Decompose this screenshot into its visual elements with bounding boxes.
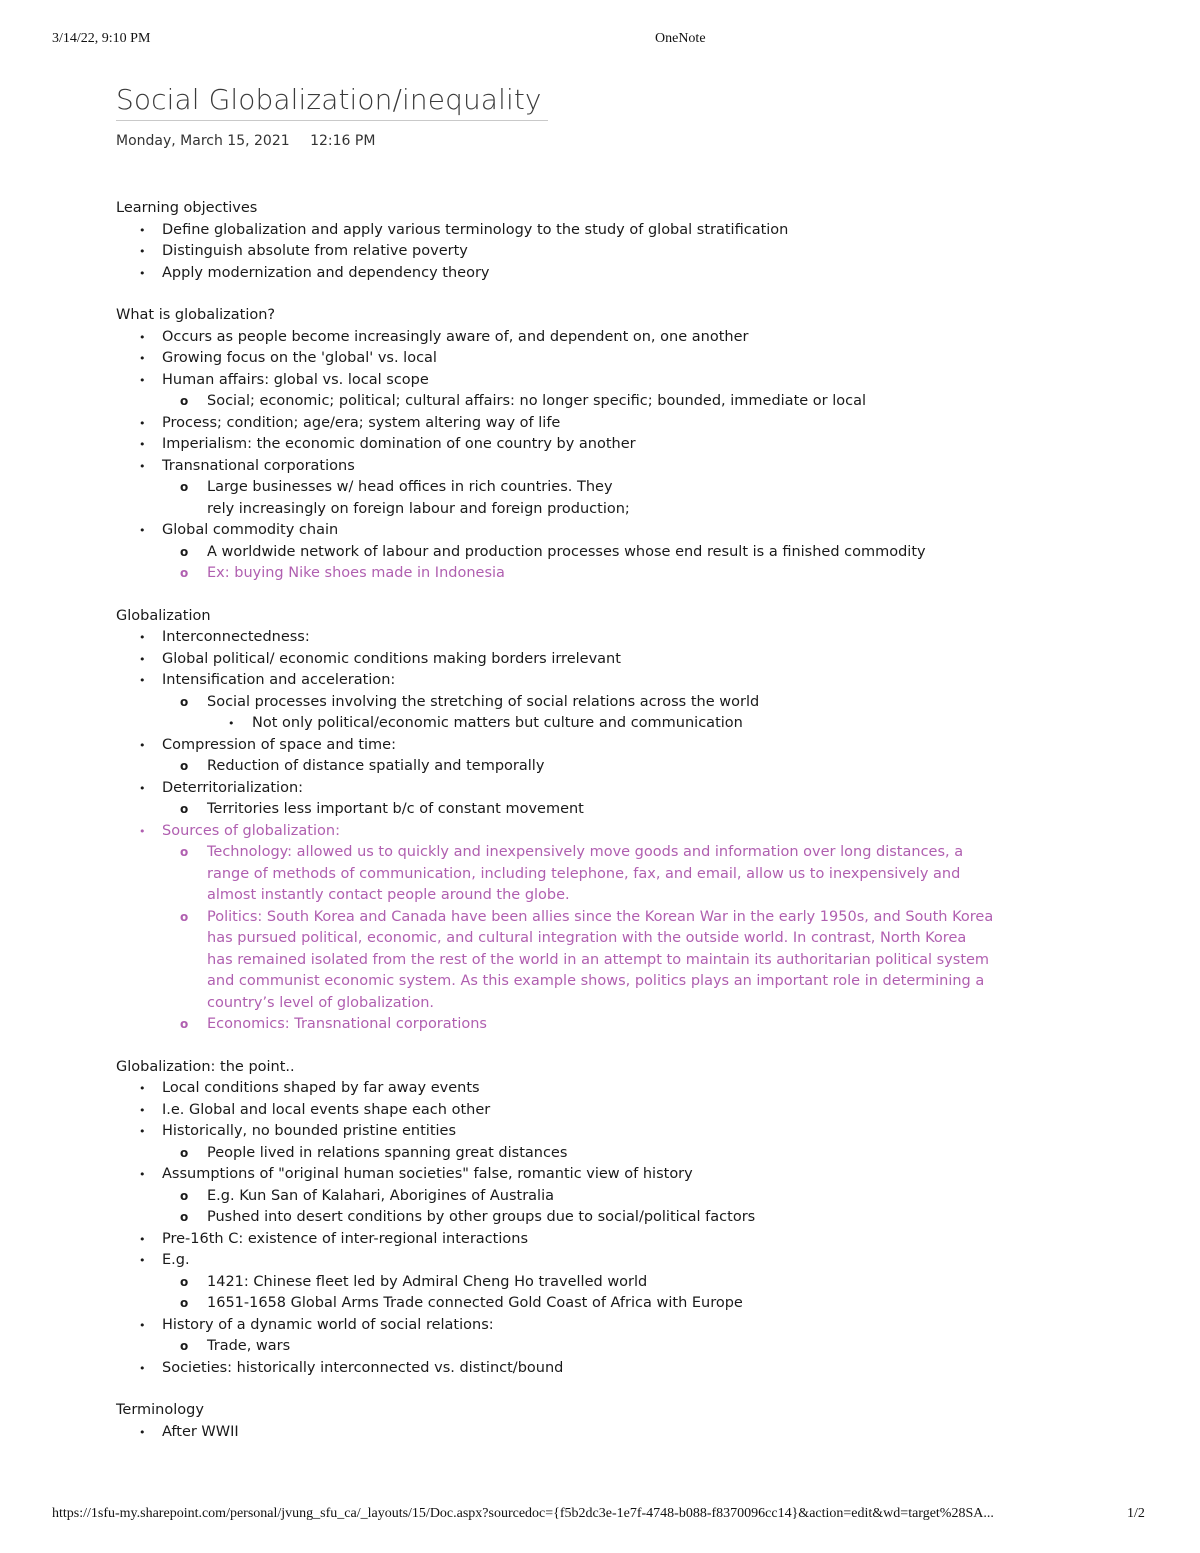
bullet-list [116, 327, 996, 585]
list-item [116, 391, 996, 413]
list-item [116, 1121, 996, 1143]
list-item-text: Social processes involving the stretching of social relations across the world [207, 693, 760, 710]
bullet-icon: • [139, 266, 146, 280]
list-item-text: Economics: Transnational corporations [207, 1016, 487, 1032]
bullet-icon: • [139, 223, 146, 237]
list-item [116, 542, 996, 564]
list-item-text: 1651-1658 Global Arms Trade connected Gold Coast of Africa with Europe [207, 1295, 743, 1311]
print-app-name: OneNote [655, 31, 706, 46]
circle-bullet-icon: o [180, 694, 189, 709]
circle-bullet-icon: o [180, 394, 189, 408]
outline-section [116, 1400, 996, 1443]
list-item [116, 1336, 996, 1358]
list-item [116, 799, 996, 821]
list-item [116, 1315, 996, 1337]
print-footer [0, 1506, 1200, 1524]
circle-bullet-icon: o [180, 1210, 189, 1224]
circle-bullet-icon: o [180, 1296, 189, 1310]
list-item-text: Ex: buying Nike shoes made in Indonesia [207, 565, 505, 581]
bullet-icon: • [139, 738, 146, 752]
circle-bullet-icon: o [180, 544, 189, 559]
note-date: Monday, March 15, 2021 [116, 133, 290, 149]
bullet-list [116, 627, 996, 1036]
list-item [116, 627, 996, 649]
outline-section [116, 606, 996, 1036]
list-item-text: E.g. [162, 1252, 190, 1268]
bullet-icon: • [139, 459, 146, 473]
list-item-text: Apply modernization and dependency theory [162, 264, 490, 281]
list-item [116, 348, 996, 370]
section-heading: What is globalization? [116, 307, 276, 323]
list-item-text: Historically, no bounded pristine entities [162, 1123, 457, 1139]
list-item [116, 1143, 996, 1165]
list-item [116, 778, 996, 800]
list-item [116, 1250, 996, 1272]
list-item-text: Compression of space and time: [162, 736, 396, 753]
outline-section [116, 305, 996, 585]
circle-bullet-icon: o [180, 1274, 189, 1289]
bullet-icon: • [139, 352, 146, 365]
list-item-text: Pushed into desert conditions by other groups due to social/political factors [207, 1209, 756, 1225]
list-item [116, 520, 996, 542]
list-item-text: Growing focus on the 'global' vs. local [162, 350, 437, 366]
list-item-text: Human affairs: global vs. local scope [162, 371, 429, 388]
section-heading: Learning objectives [116, 200, 258, 216]
list-item-text: Social; economic; political; cultural affairs: no longer specific; bounded, immediate or local [207, 393, 867, 409]
list-item-text: Societies: historically interconnected vs. distinct/bound [162, 1359, 564, 1376]
list-item-text: Global political/ economic conditions making borders irrelevant [162, 650, 621, 667]
bullet-icon: • [139, 245, 146, 258]
list-item-text: Territories less important b/c of constant movement [207, 801, 584, 817]
list-item-text: Politics: South Korea and Canada have been allies since the Korean War in the early 1950s, and South Korea has pursued political, economic, and cultural integration with the outside world. In contrast, North Korea has remained isolated from the rest of the world in an attempt to maintain its authoritarian political system and communist economic system. As this example shows, politics plays an important role in determining a country’s level of globalization. [207, 908, 994, 1011]
list-item-text: A worldwide network of labour and production processes whose end result is a finished commodity [207, 543, 926, 560]
circle-bullet-icon: o [180, 1017, 189, 1031]
note-time: 12:16 PM [310, 133, 376, 149]
list-item-text: Define globalization and apply various terminology to the study of global stratification [162, 221, 789, 238]
print-page-number: 1/2 [1127, 1506, 1145, 1521]
outline-section [116, 198, 996, 284]
bullet-icon: • [139, 438, 146, 451]
list-item-text: Imperialism: the economic domination of one country by another [162, 436, 636, 452]
list-item-text: I.e. Global and local events shape each other [162, 1101, 491, 1118]
list-item [116, 241, 996, 263]
bullet-icon: • [139, 1232, 146, 1246]
section-heading: Globalization: the point.. [116, 1058, 295, 1075]
bullet-icon: • [139, 631, 146, 644]
list-item-text: Technology: allowed us to quickly and inexpensively move goods and information over long distances, a range of methods of communication, including telephone, fax, and email, allow us to inexpensively and almost instantly contact people around the globe. [207, 844, 964, 903]
list-item-text: Reduction of distance spatially and temporally [207, 758, 545, 774]
print-url: https://1sfu-my.sharepoint.com/personal/jvung_sfu_ca/_layouts/15/Doc.aspx?sourcedoc={f5b2dc3e-1e7f-4748-b088-f8370096cc14}&action=edit&wd=target%28SA... [52, 1506, 994, 1521]
bullet-icon: • [139, 373, 146, 387]
list-item-text: 1421: Chinese fleet led by Admiral Cheng Ho travelled world [207, 1273, 648, 1290]
section-heading: Globalization [116, 607, 211, 624]
list-item-text: Occurs as people become increasingly aware of, and dependent on, one another [162, 328, 749, 345]
bullet-icon: • [139, 1125, 146, 1138]
list-item-text: Not only political/economic matters but culture and communication [252, 715, 743, 731]
circle-bullet-icon: o [180, 759, 189, 773]
list-item-text: Large businesses w/ head offices in rich countries. They rely increasingly on foreign labour and foreign production; [207, 479, 630, 517]
circle-bullet-icon: o [180, 480, 189, 494]
bullet-icon: • [139, 1425, 146, 1439]
print-datetime: 3/14/22, 9:10 PM [52, 31, 151, 46]
list-item [116, 670, 996, 692]
list-item [116, 1164, 996, 1186]
bullet-icon: • [139, 1318, 146, 1332]
list-item [116, 1422, 996, 1444]
list-item-text: Process; condition; age/era; system altering way of life [162, 414, 561, 431]
list-item [116, 1186, 996, 1208]
list-item [116, 713, 996, 735]
list-item [116, 263, 996, 285]
bullet-list [116, 1078, 996, 1379]
list-item-text: E.g. Kun San of Kalahari, Aborigines of Australia [207, 1187, 554, 1204]
list-item-text: Local conditions shaped by far away events [162, 1080, 480, 1096]
list-item [116, 1229, 996, 1251]
note-metadata [116, 133, 996, 153]
bullet-icon: • [139, 524, 146, 537]
list-item [116, 649, 996, 671]
list-item-text: History of a dynamic world of social relations: [162, 1316, 494, 1333]
list-item [116, 477, 996, 520]
section-heading: Terminology [116, 1402, 204, 1418]
list-item-text: Trade, wars [207, 1338, 291, 1354]
list-item-text: Sources of globalization: [162, 822, 340, 839]
list-item-text: Deterritorialization: [162, 779, 304, 796]
list-item-text: Distinguish absolute from relative poverty [162, 243, 468, 259]
list-item [116, 563, 996, 585]
list-item-text: After WWII [162, 1423, 239, 1440]
list-item [116, 756, 996, 778]
bullet-icon: • [139, 652, 146, 666]
list-item [116, 1100, 996, 1122]
circle-bullet-icon: o [180, 1145, 189, 1160]
list-item [116, 220, 996, 242]
list-item [116, 1293, 996, 1315]
list-item-text: People lived in relations spanning great distances [207, 1144, 568, 1161]
note-page [116, 80, 996, 1464]
list-item-text: Interconnectedness: [162, 629, 310, 645]
bullet-icon: • [228, 717, 235, 730]
circle-bullet-icon: o [180, 1188, 189, 1203]
bullet-icon: • [139, 1361, 146, 1375]
list-item [116, 1078, 996, 1100]
list-item-text: Transnational corporations [162, 457, 355, 474]
list-item [116, 692, 996, 714]
bullet-icon: • [139, 781, 146, 795]
list-item [116, 735, 996, 757]
list-item-text: Assumptions of "original human societies" false, romantic view of history [162, 1166, 693, 1182]
list-item [116, 1358, 996, 1380]
circle-bullet-icon: o [180, 909, 189, 924]
list-item [116, 821, 996, 843]
bullet-list [116, 220, 996, 285]
bullet-icon: • [139, 1103, 146, 1117]
list-item-text: Intensification and acceleration: [162, 672, 396, 688]
list-item [116, 456, 996, 478]
bullet-icon: • [139, 1168, 146, 1181]
print-header [0, 31, 1200, 49]
bullet-icon: • [139, 330, 146, 344]
list-item [116, 842, 996, 907]
bullet-icon: • [139, 824, 146, 838]
bullet-icon: • [139, 416, 146, 430]
list-item [116, 413, 996, 435]
circle-bullet-icon: o [180, 566, 189, 580]
page-title: Social Globalization/inequality [116, 80, 548, 121]
bullet-icon: • [139, 1254, 146, 1267]
circle-bullet-icon: o [180, 802, 189, 816]
list-item [116, 1272, 996, 1294]
bullet-icon: • [139, 1082, 146, 1095]
list-item-text: Global commodity chain [162, 522, 339, 538]
circle-bullet-icon: o [180, 1339, 189, 1353]
bullet-list [116, 1422, 996, 1444]
bullet-icon: • [139, 674, 146, 687]
circle-bullet-icon: o [180, 845, 189, 859]
list-item [116, 370, 996, 392]
list-item [116, 327, 996, 349]
list-item [116, 907, 996, 1015]
list-item [116, 1014, 996, 1036]
list-item [116, 434, 996, 456]
note-content [116, 198, 996, 1443]
list-item-text: Pre-16th C: existence of inter-regional interactions [162, 1230, 528, 1247]
outline-section [116, 1057, 996, 1380]
list-item [116, 1207, 996, 1229]
